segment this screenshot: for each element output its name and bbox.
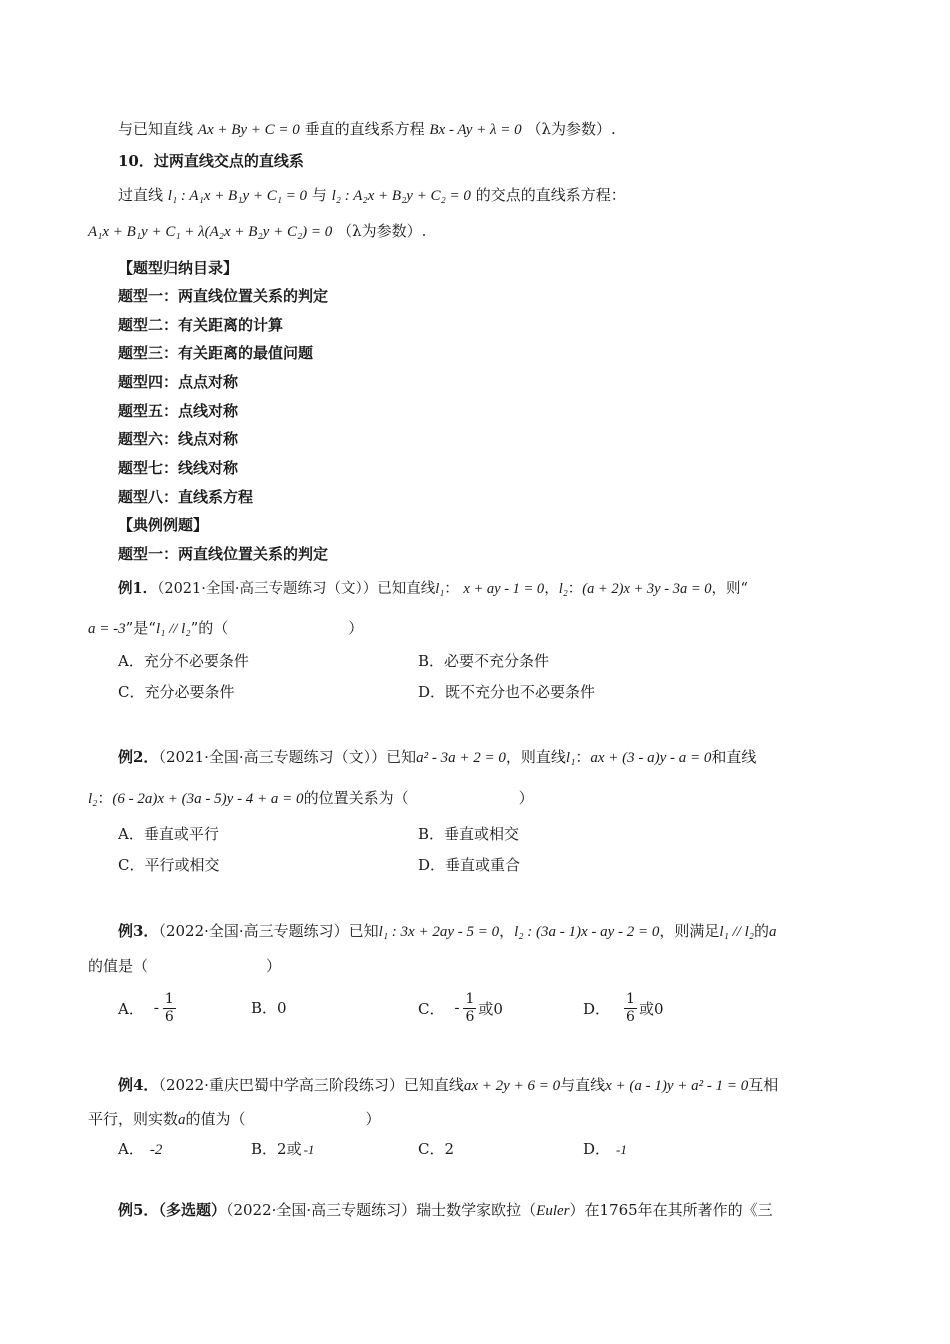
text: 平行，则实数: [88, 1110, 179, 1128]
toc-item: 题型六：线点对称: [118, 430, 239, 448]
math: a: [769, 924, 777, 940]
text: 和直线: [711, 748, 757, 766]
text: 的交点的直线系方程：: [475, 186, 626, 204]
math: l₁ // l₂: [155, 621, 191, 637]
text: ，: [544, 581, 559, 597]
toc-item: 题型八：直线系方程: [118, 488, 254, 506]
text: ）: [266, 957, 282, 975]
option-label: A．: [118, 1140, 144, 1158]
text: ：: [444, 581, 459, 597]
equation: l₁ : 3x + 2ay - 5 = 0: [378, 924, 500, 940]
fraction: [624, 991, 637, 1026]
example-label: 例1．: [118, 580, 158, 597]
toc-item: 题型二：有关距离的计算: [118, 316, 284, 334]
option-label: C．: [418, 999, 445, 1018]
text: 的值是（: [88, 957, 149, 975]
text: ：: [97, 789, 113, 807]
text: 或0: [478, 999, 503, 1018]
equation: (a + 2)x + 3y - 3a = 0: [582, 581, 712, 597]
value: -1: [616, 1142, 627, 1157]
text-line-intersection-family: [118, 184, 626, 207]
equation: l₁ : A₁x + B₁y + C₁ = 0: [167, 188, 308, 204]
text: ）在1765年在其所著作的《三: [569, 1201, 773, 1219]
numerator: 1: [465, 990, 475, 1007]
example-1-stem-line2: [88, 617, 363, 640]
math: l₁: [435, 581, 445, 597]
text: （2021·全国·高三专题练习（文））已知直线: [157, 581, 436, 597]
math: a: [178, 1112, 186, 1128]
math: l₁ // l₂: [719, 924, 755, 940]
sign: -: [454, 999, 460, 1016]
text: ：: [575, 748, 591, 766]
toc-title: 【题型归纳目录】: [118, 259, 239, 277]
text: （λ为参数）.: [526, 120, 616, 138]
denominator: 6: [465, 1008, 475, 1025]
example-1-option-b[interactable]: B．必要不充分条件: [418, 652, 550, 670]
equation: ax + 2y + 6 = 0: [463, 1078, 561, 1094]
text-line-intersection-equation: [88, 220, 426, 243]
text: 互相: [748, 1076, 779, 1094]
example-3-stem: [118, 920, 777, 943]
example-2-stem: [118, 746, 756, 769]
text: 过直线: [118, 186, 164, 204]
text: ，则“: [711, 581, 748, 597]
text: ）: [518, 789, 534, 807]
toc-item: 题型四：点点对称: [118, 373, 239, 391]
text: 的值为（: [185, 1110, 246, 1128]
toc-item: 题型七：线线对称: [118, 459, 239, 477]
equation: Ax + By + C = 0: [197, 122, 300, 138]
equation: l₂ : A₂x + B₂y + C₂ = 0: [331, 188, 471, 204]
example-5-stem: [118, 1199, 773, 1222]
text: 的位置关系为（: [303, 789, 409, 807]
equation: (6 - 2a)x + (3a - 5)y - 4 + a = 0: [112, 791, 304, 807]
text-line-perpendicular-family: [118, 118, 616, 141]
example-1-option-d[interactable]: D．既不充分也不必要条件: [418, 683, 596, 701]
sign: -: [153, 999, 159, 1016]
equation: a² - 3a + 2 = 0: [416, 750, 506, 766]
denominator: 6: [164, 1008, 174, 1025]
text: 的: [754, 922, 770, 940]
question-tag: （多选题）: [158, 1201, 226, 1219]
example-3-option-a[interactable]: [118, 986, 176, 1030]
example-3-option-c[interactable]: [418, 986, 503, 1030]
equation: a = -3: [88, 621, 126, 637]
equation: ax + (3 - a)y - a = 0: [590, 750, 712, 766]
text: ”的（: [190, 619, 229, 637]
example-4-option-c[interactable]: C．2: [418, 1140, 455, 1158]
example-1-option-a[interactable]: A．充分不必要条件: [118, 652, 249, 670]
example-4-stem: [118, 1074, 778, 1097]
math: l₁: [565, 750, 576, 766]
example-4-option-a[interactable]: [118, 1138, 162, 1161]
equation: x + (a - 1)y + a² - 1 = 0: [605, 1078, 749, 1094]
text: （2022·重庆巴蜀中学高三阶段练习）已知直线: [158, 1076, 464, 1094]
math: l₂: [558, 581, 568, 597]
text: （2022·全国·高三专题练习）瑞士数学家欧拉（: [225, 1201, 537, 1219]
text: （λ为参数）.: [337, 222, 427, 240]
text: 与已知直线: [118, 120, 194, 138]
text: （2021·全国·高三专题练习（文））已知: [158, 748, 417, 766]
numerator: 1: [164, 990, 174, 1007]
examples-title: 【典例例题】: [118, 516, 209, 534]
toc-item: 题型五：点线对称: [118, 402, 239, 420]
equation: Bx - Ay + λ = 0: [429, 122, 522, 138]
text: 或0: [638, 999, 664, 1018]
option-label: A．: [118, 999, 144, 1018]
text: ”是“: [125, 619, 156, 637]
type1-title: 题型一：两直线位置关系的判定: [118, 545, 329, 563]
example-4-stem-line2: [88, 1108, 381, 1131]
text: ，则直线: [505, 748, 566, 766]
example-4-option-d[interactable]: [583, 1138, 627, 1161]
example-label: 例2．: [118, 748, 159, 766]
denominator: 6: [626, 1008, 635, 1025]
text: 垂直的直线系方程: [304, 120, 425, 138]
example-label: 例5．: [118, 1201, 159, 1219]
value: -2: [149, 1142, 163, 1158]
toc-item: 题型三：有关距离的最值问题: [118, 344, 314, 362]
equation: l₂ : (3a - 1)x - ay - 2 = 0: [514, 924, 660, 940]
example-label: 例4．: [118, 1076, 159, 1094]
value: -1: [303, 1142, 315, 1157]
text: ，则满足: [659, 922, 720, 940]
text: ，: [499, 922, 515, 940]
math: Euler: [536, 1203, 570, 1219]
example-label: 例3．: [118, 922, 159, 940]
example-2-option-d[interactable]: D．垂直或重合: [418, 856, 521, 874]
example-4-option-b[interactable]: [251, 1138, 314, 1161]
option-label: B．2或: [251, 1140, 302, 1158]
example-3-option-b[interactable]: B．0: [251, 999, 287, 1017]
example-2-option-a[interactable]: A．垂直或平行: [118, 825, 219, 843]
math: l₂: [88, 791, 98, 807]
example-2-stem-line2: [88, 787, 534, 810]
fraction: [163, 991, 176, 1026]
example-2-option-c[interactable]: C．平行或相交: [118, 856, 220, 874]
option-label: D．: [583, 999, 611, 1018]
fraction: [463, 991, 476, 1026]
option-label: D．: [583, 1140, 611, 1158]
example-2-option-b[interactable]: B．垂直或相交: [418, 825, 520, 843]
equation: x + ay - 1 = 0: [463, 581, 545, 597]
equation: A₁x + B₁y + C₁ + λ(A₂x + B₂y + C₂) = 0: [88, 224, 333, 240]
text: ）: [365, 1110, 381, 1128]
text: 与直线: [560, 1076, 606, 1094]
example-1-option-c[interactable]: C．充分必要条件: [118, 683, 235, 701]
example-3-stem-line2: [88, 955, 281, 977]
text: ：: [567, 581, 583, 597]
numerator: 1: [626, 990, 635, 1007]
section-heading-10: 10．过两直线交点的直线系: [118, 152, 304, 170]
example-1-stem: [118, 578, 748, 600]
toc-item: 题型一：两直线位置关系的判定: [118, 287, 329, 305]
text: （2022·全国·高三专题练习）已知: [158, 922, 379, 940]
text: 与: [311, 186, 327, 204]
example-3-option-d[interactable]: [583, 986, 664, 1030]
text: ）: [348, 619, 364, 637]
